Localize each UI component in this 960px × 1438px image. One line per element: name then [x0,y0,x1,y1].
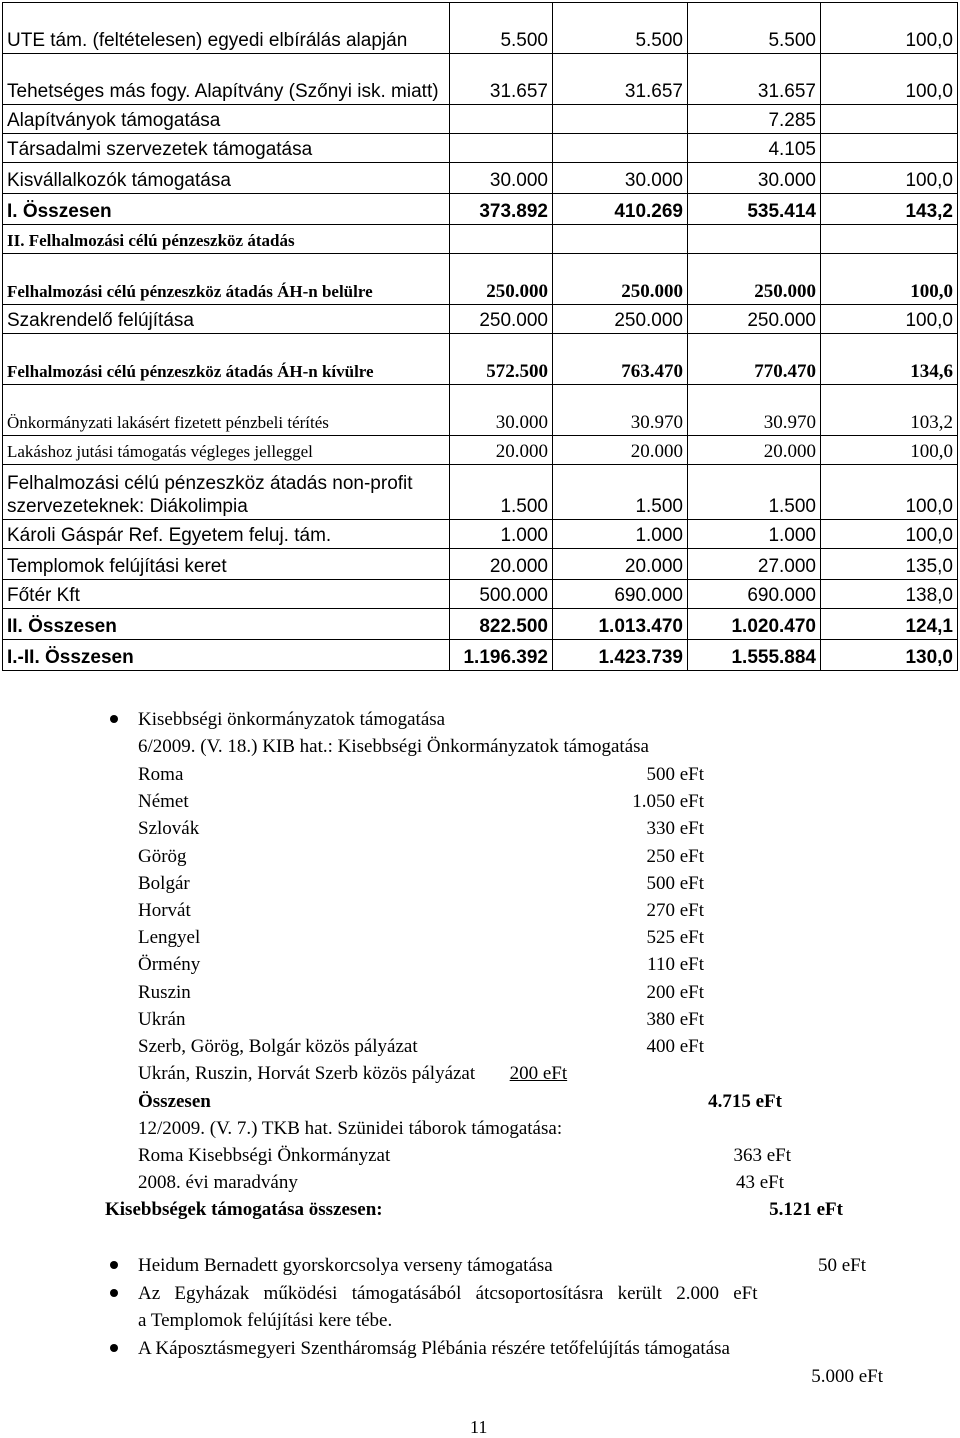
row-value: 20.000 [553,436,688,465]
table-row [3,3,958,54]
parish-amount: 5.000 eFt [811,1366,883,1387]
row-label: I.-II. Összesen [3,640,450,671]
row-value [821,225,958,254]
minority-item-amount: 400 eFt [646,1036,704,1057]
residual-amount: 43 eFt [735,1172,784,1193]
row-value: 20.000 [450,436,553,465]
row-label: Kisvállalkozók támogatása [3,163,450,194]
minority-total-amount: 4.715 eFt [708,1091,782,1112]
minority-item-amount: 500 eFt [646,764,704,785]
row-label: Lakáshoz jutási támogatás végleges jelleggel [3,436,450,465]
row-value: 1.000 [553,520,688,549]
church-transfer-line1: Az Egyházak működési támogatásából átcsoportosításra került 2.000 eFt [138,1283,758,1304]
row-label: II. Összesen [3,609,450,640]
table-row [3,254,958,305]
roma-camp-amount: 363 eFt [733,1145,791,1166]
table-row [3,194,958,225]
row-value: 100,0 [821,465,958,520]
minority-item-name: Szlovák [138,818,200,840]
row-label: Templomok felújítási keret [3,549,450,580]
minority-item-amount: 1.050 eFt [632,791,704,813]
row-value: 1.555.884 [688,640,821,671]
row-value [553,105,688,134]
row-value [553,134,688,163]
table-row [3,163,958,194]
row-value: 100,0 [821,163,958,194]
row-value: 100,0 [821,436,958,465]
row-value: 135,0 [821,549,958,580]
row-value [450,134,553,163]
row-value: 690.000 [688,580,821,609]
decree-1: 6/2009. (V. 18.) KIB hat.: Kisebbségi Önkormányzatok támogatása [138,736,649,757]
row-label: Károli Gáspár Ref. Egyetem feluj. tám. [3,520,450,549]
table-row [3,334,958,385]
bullet-icon [110,715,118,723]
parish-support: A Káposztásmegyeri Szentháromság Plébánia részére tetőfelújítás támogatása [138,1338,730,1359]
row-value: 5.500 [450,3,553,54]
row-value: 1.000 [450,520,553,549]
table-row [3,225,958,254]
row-value: 5.500 [688,3,821,54]
row-label: Főtér Kft [3,580,450,609]
row-value: 100,0 [821,54,958,105]
decree-2: 12/2009. (V. 7.) TKB hat. Szünidei táborok támogatása: [138,1118,563,1139]
row-value: 500.000 [450,580,553,609]
row-value: 130,0 [821,640,958,671]
budget-table [2,2,958,671]
heidum-support: Heidum Bernadett gyorskorcsolya verseny támogatása [138,1255,553,1276]
table-row [3,105,958,134]
row-value: 1.196.392 [450,640,553,671]
row-value: 30.000 [450,385,553,436]
church-transfer-line2: a Templomok felújítási kere tébe. [138,1310,393,1331]
bullet-icon [110,1289,118,1297]
row-value: 30.000 [450,163,553,194]
table-row [3,54,958,105]
row-value: 1.423.739 [553,640,688,671]
row-value: 30.970 [553,385,688,436]
minority-item-name: Német [138,791,189,813]
table-row [3,134,958,163]
row-label: Alapítványok támogatása [3,105,450,134]
row-value: 373.892 [450,194,553,225]
table-row [3,520,958,549]
table-row [3,465,958,520]
row-value [450,225,553,254]
row-value: 1.500 [450,465,553,520]
row-value [553,225,688,254]
row-value: 410.269 [553,194,688,225]
minority-item-name: Horvát [138,900,191,921]
row-label: II. Felhalmozási célú pénzeszköz átadás [3,225,450,254]
row-label: UTE tám. (feltételesen) egyedi elbírálás alapján [3,3,450,54]
row-value: 1.013.470 [553,609,688,640]
row-value: 770.470 [688,334,821,385]
row-label: Szakrendelő felújítása [3,305,450,334]
minority-item-name: Ukrán [138,1008,186,1030]
row-value: 250.000 [450,305,553,334]
row-value: 100,0 [821,305,958,334]
minority-grand-total-amount: 5.121 eFt [769,1199,843,1220]
joint-application-line: Ukrán, Ruszin, Horvát Szerb közös pályázat 200 eFt [138,1063,568,1084]
minority-grand-total-label: Kisebbségek támogatása összesen: [105,1199,383,1220]
row-value: 124,1 [821,609,958,640]
minority-item-name: Roma [138,764,184,785]
table-row [3,580,958,609]
row-value: 763.470 [553,334,688,385]
table-row [3,609,958,640]
minority-item-amount: 110 eFt [647,954,704,976]
minority-item-amount: 500 eFt [646,872,704,894]
row-value [450,105,553,134]
table-row [3,549,958,580]
table-row [3,436,958,465]
row-value: 100,0 [821,254,958,305]
row-value: 31.657 [450,54,553,105]
row-label: Felhalmozási célú pénzeszköz átadás non-profit szervezeteknek: Diákolimpia [3,465,450,520]
row-label: Felhalmozási célú pénzeszköz átadás ÁH-n kívülre [3,334,450,385]
row-value: 822.500 [450,609,553,640]
minority-item-amount: 270 eFt [646,900,704,921]
row-value: 250.000 [688,254,821,305]
row-value: 103,2 [821,385,958,436]
minority-item-name: Bolgár [138,872,190,894]
row-label: Társadalmi szervezetek támogatása [3,134,450,163]
row-label: Önkormányzati lakásért fizetett pénzbeli térítés [3,385,450,436]
minority-item-amount: 330 eFt [646,818,704,840]
row-value: 690.000 [553,580,688,609]
row-value [821,105,958,134]
row-value: 535.414 [688,194,821,225]
row-value [821,134,958,163]
row-value: 31.657 [688,54,821,105]
minority-item-name: Ruszin [138,981,191,1003]
minority-item-name: Szerb, Görög, Bolgár közös pályázat [138,1036,418,1057]
row-value: 31.657 [553,54,688,105]
row-value: 30.000 [553,163,688,194]
minority-item-amount: 380 eFt [646,1008,704,1030]
row-value: 1.000 [688,520,821,549]
row-value: 143,2 [821,194,958,225]
row-value: 30.000 [688,163,821,194]
row-value: 250.000 [688,305,821,334]
minority-item-amount: 525 eFt [646,927,704,949]
row-value: 20.000 [450,549,553,580]
roma-camp-label: Roma Kisebbségi Önkormányzat [138,1145,391,1166]
row-value: 572.500 [450,334,553,385]
table-row [3,640,958,671]
minority-item-name: Lengyel [138,927,201,949]
minority-item-amount: 250 eFt [646,845,704,867]
row-label: Tehetséges más fogy. Alapítvány (Szőnyi isk. miatt) [3,54,450,105]
table-row [3,305,958,334]
minority-title: Kisebbségi önkormányzatok támogatása [138,709,446,730]
row-label: Felhalmozási célú pénzeszköz átadás ÁH-n belülre [3,254,450,305]
row-value: 100,0 [821,520,958,549]
row-value: 138,0 [821,580,958,609]
row-value [688,225,821,254]
minority-item-name: Örmény [138,954,201,976]
row-value: 5.500 [553,3,688,54]
row-value: 250.000 [553,305,688,334]
row-value: 1.020.470 [688,609,821,640]
row-value: 1.500 [688,465,821,520]
heidum-amount: 50 eFt [817,1255,866,1276]
row-value: 134,6 [821,334,958,385]
row-value: 20.000 [553,549,688,580]
row-value: 30.970 [688,385,821,436]
minority-item-amount: 200 eFt [646,981,704,1003]
row-value: 250.000 [450,254,553,305]
row-value: 7.285 [688,105,821,134]
minority-item-name: Görög [138,845,187,867]
row-value: 20.000 [688,436,821,465]
row-value: 100,0 [821,3,958,54]
page-number: 11 [470,1417,488,1437]
row-value: 4.105 [688,134,821,163]
row-value: 1.500 [553,465,688,520]
table-row [3,385,958,436]
minority-total-label: Összesen [138,1091,211,1112]
bullet-icon [110,1261,118,1269]
row-value: 27.000 [688,549,821,580]
bullet-icon [110,1344,118,1352]
residual-label: 2008. évi maradvány [138,1172,298,1193]
row-label: I. Összesen [3,194,450,225]
row-value: 250.000 [553,254,688,305]
